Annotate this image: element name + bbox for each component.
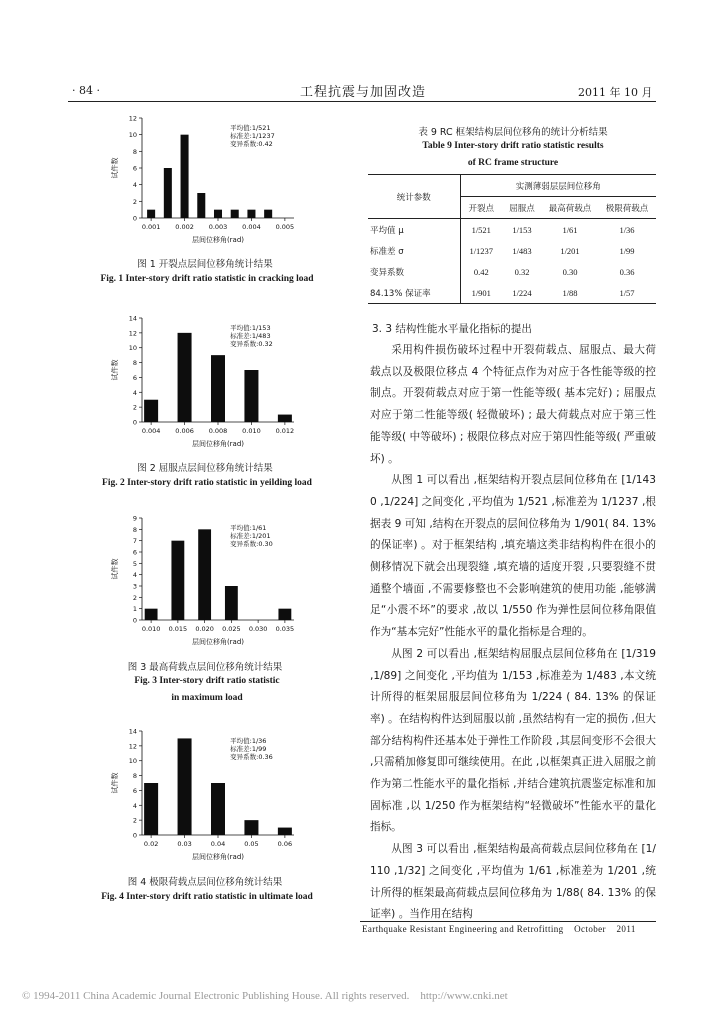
y-tick-label: 4 <box>132 388 137 397</box>
stats-annotation: 平均值:1/36 <box>230 737 267 745</box>
bar <box>144 783 158 835</box>
figure-1-svg <box>108 112 308 248</box>
x-tick-label: 0.025 <box>222 625 241 633</box>
x-tick-label: 0.020 <box>195 625 214 633</box>
table-cell: 1/153 <box>512 224 532 235</box>
table-row-label: 标准差 σ <box>368 240 460 261</box>
footer-rule <box>360 921 656 922</box>
x-tick-label: 0.001 <box>141 223 161 231</box>
table-9-caption-en-line2: of RC frame structure <box>467 158 559 168</box>
y-tick-label: 7 <box>132 537 137 546</box>
y-tick-label: 6 <box>132 548 137 557</box>
table-cell: 1/201 <box>560 245 580 256</box>
bar <box>145 609 158 620</box>
x-tick-label: 0.002 <box>175 223 194 231</box>
bar <box>197 193 205 218</box>
copyright-notice: © 1994-2011 China Academic Journal Electronic Publishing House. All rights reserved. http://www.cnki.net <box>22 990 508 1002</box>
table-row <box>368 240 656 261</box>
page-number: · 84 · <box>72 84 100 97</box>
table-cell: 0.32 <box>514 266 530 277</box>
y-tick-label: 0 <box>132 418 137 427</box>
figure-2-chart <box>108 312 308 452</box>
y-tick-label: 2 <box>132 403 137 412</box>
bar <box>244 820 258 835</box>
y-tick-label: 12 <box>128 329 137 338</box>
bar <box>231 210 239 218</box>
bar <box>244 370 258 422</box>
table-row-label: 84.13% 保证率 <box>368 282 460 304</box>
x-tick-label: 0.05 <box>244 840 259 848</box>
x-tick-label: 0.008 <box>208 427 228 435</box>
header-rule <box>68 101 656 102</box>
table-cell: 1/61 <box>562 224 578 235</box>
bar <box>144 400 158 422</box>
y-tick-label: 14 <box>128 727 137 736</box>
stats-annotation: 平均值:1/521 <box>230 124 271 132</box>
bar <box>164 168 172 218</box>
journal-title: 工程抗震与加固改造 <box>300 85 427 100</box>
stats-annotation: 标准差:1/201 <box>230 532 271 540</box>
y-tick-label: 5 <box>132 559 137 568</box>
table-row-label: 平均值 μ <box>368 219 460 241</box>
bar <box>178 738 192 835</box>
x-tick-label: 0.004 <box>242 223 261 231</box>
table-cell: 1/57 <box>619 287 635 298</box>
x-tick-label: 0.010 <box>242 427 261 435</box>
stats-annotation: 变异系数:0.32 <box>230 340 273 348</box>
bar <box>264 210 272 218</box>
stats-annotation: 平均值:1/61 <box>230 524 267 532</box>
x-axis-label: 层间位移角(rad) <box>191 638 245 646</box>
y-tick-label: 10 <box>128 344 137 353</box>
table-9-col-header: 屈服点 <box>502 197 542 219</box>
table-cell: 0.42 <box>473 266 489 277</box>
bar <box>198 529 211 620</box>
figure-2-caption-en: Fig. 2 Inter-story drift ratio statistic in yeilding load <box>102 478 312 488</box>
paragraph: 从图 3 可以看出 ,框架结构最高荷载点层间位移角在 [1/110 ,1/32] 之间变化 ,平均值为 1/61 ,标准差为 1/201 ,统计所得的框架最高荷载点层间位移角为 1/88( 84. 13% 的保证率) 。当作用在结构 <box>370 843 656 921</box>
table-9-col-header: 最高荷载点 <box>542 197 598 219</box>
issue-date: 2011 年 10 月 <box>578 86 653 99</box>
figure-4-caption-en: Fig. 4 Inter-story drift ratio statistic in ultimate load <box>101 892 313 902</box>
table-9-group-header: 实测薄弱层层间位移角 <box>460 175 656 197</box>
x-tick-label: 0.012 <box>275 427 295 435</box>
stats-annotation: 平均值:1/153 <box>230 324 271 332</box>
x-tick-label: 0.010 <box>141 625 161 633</box>
section-body <box>370 340 656 926</box>
y-tick-label: 2 <box>132 816 137 825</box>
table-cell: 0.36 <box>619 266 635 277</box>
x-tick-label: 0.06 <box>277 840 293 848</box>
table-cell: 1/483 <box>512 245 532 256</box>
y-tick-label: 8 <box>132 359 137 368</box>
table-9-stub-header: 统计参数 <box>368 175 460 219</box>
y-tick-label: 4 <box>132 571 137 580</box>
figure-3-chart <box>108 512 308 650</box>
table-row <box>368 219 656 241</box>
y-tick-label: 14 <box>128 314 137 323</box>
y-tick-label: 8 <box>132 525 137 534</box>
bar <box>211 783 225 835</box>
figure-3-caption-en-line2: in maximum load <box>171 693 243 703</box>
figure-4-chart <box>108 725 308 865</box>
y-tick-label: 2 <box>132 197 137 206</box>
figure-4-svg <box>108 725 308 865</box>
x-axis-label: 层间位移角(rad) <box>191 236 245 244</box>
table-row-label: 变异系数 <box>368 261 460 282</box>
y-tick-label: 1 <box>132 605 137 614</box>
figure-3-caption-en: Fig. 3 Inter-story drift ratio statistic <box>134 676 280 686</box>
table-cell: 1/1237 <box>469 245 494 256</box>
y-tick-label: 10 <box>128 131 137 140</box>
bar <box>247 210 255 218</box>
y-tick-label: 10 <box>128 757 137 766</box>
bar <box>278 828 292 835</box>
bar <box>181 135 189 218</box>
table-9-col-header: 极限荷载点 <box>598 197 656 219</box>
bar <box>178 333 192 422</box>
figure-4-caption-cn: 图 4 极限荷载点层间位移角统计结果 <box>127 877 283 888</box>
x-tick-label: 0.02 <box>143 840 159 848</box>
table-9-caption-en: Table 9 Inter-story drift ratio statistic results <box>422 141 604 151</box>
x-tick-label: 0.03 <box>177 840 192 848</box>
figure-1-caption-en: Fig. 1 Inter-story drift ratio statistic in cracking load <box>100 274 314 284</box>
y-tick-label: 4 <box>132 181 137 190</box>
y-tick-label: 3 <box>132 582 137 591</box>
stats-annotation: 变异系数:0.36 <box>230 753 273 761</box>
table-cell: 1/36 <box>619 224 635 235</box>
y-tick-label: 9 <box>132 514 137 523</box>
y-axis-label: 试件数 <box>111 772 119 794</box>
x-tick-label: 0.015 <box>168 625 188 633</box>
x-tick-label: 0.004 <box>141 427 161 435</box>
stats-annotation: 变异系数:0.30 <box>230 540 273 548</box>
stats-annotation: 标准差:1/483 <box>230 332 271 340</box>
table-9-caption-cn: 表 9 RC 框架结构层间位移角的统计分析结果 <box>418 127 608 138</box>
stats-annotation: 标准差:1/1237 <box>230 132 275 140</box>
section-heading: 3. 3 结构性能水平量化指标的提出 <box>372 323 532 335</box>
table-row <box>368 261 656 282</box>
x-tick-label: 0.003 <box>208 223 228 231</box>
table-cell: 1/224 <box>512 287 532 298</box>
x-tick-label: 0.030 <box>248 625 268 633</box>
paragraph: 从图 2 可以看出 ,框架结构屈服点层间位移角在 [1/319 ,1/89] 之间变化 ,平均值为 1/153 ,标准差为 1/483 ,本文统计所得的框架屈服层间位移角为 1/224 ( 84. 13% 的保证率) 。在结构构件达到屈服以前 ,虽然结构有一定的损伤 ,但大部分结构构件还基本处于弹性工作阶段 ,其层间变形不会很大 ,只需稍加修复即可继续使用。在此 ,以框架真正进入屈服之前作为第二性能水平的量化指标 ,并结合建筑抗震鉴定标准和加固标准 ,以 1/250 作为框架结构“轻微破坏”性能水平的量化指标。 <box>370 647 656 834</box>
bar <box>147 210 155 218</box>
y-tick-label: 8 <box>132 772 137 781</box>
table-cell: 1/521 <box>471 224 491 235</box>
bar <box>171 541 184 620</box>
y-tick-label: 0 <box>132 214 137 223</box>
y-axis-label: 试件数 <box>111 558 119 580</box>
y-tick-label: 2 <box>132 593 137 602</box>
figure-1-caption-cn: 图 1 开裂点层间位移角统计结果 <box>137 259 273 270</box>
x-tick-label: 0.035 <box>275 625 295 633</box>
y-tick-label: 0 <box>132 831 137 840</box>
y-tick-label: 8 <box>132 147 137 156</box>
paragraph: 采用构件损伤破坏过程中开裂荷载点、屈服点、最大荷载点以及极限位移点 4 个特征点作为对应于各性能等级的控制点。开裂荷载点对应于第一性能等级( 基本完好) ; 屈服点对应于第二性能等级( 轻微破坏) ; 最大荷载点对应于第三性能等级( 中等破坏) ; 极限位移点对应于第四性能等级( 严重破坏) 。 <box>370 344 656 465</box>
table-cell: 1/901 <box>471 287 491 298</box>
x-axis-label: 层间位移角(rad) <box>191 853 245 861</box>
footer-journal: Earthquake Resistant Engineering and Retrofitting October 2011 <box>362 924 636 934</box>
y-tick-label: 0 <box>132 616 137 625</box>
figure-3-svg <box>108 512 308 650</box>
y-tick-label: 6 <box>132 373 137 382</box>
bar <box>214 210 222 218</box>
x-tick-label: 0.006 <box>175 427 194 435</box>
y-tick-label: 12 <box>128 742 137 751</box>
bar <box>211 355 225 422</box>
y-tick-label: 6 <box>132 164 137 173</box>
figure-3-caption-cn: 图 3 最高荷载点层间位移角统计结果 <box>127 662 283 673</box>
y-axis-label: 试件数 <box>111 157 119 179</box>
y-tick-label: 4 <box>132 801 137 810</box>
table-9 <box>368 174 656 304</box>
table-cell: 0.30 <box>562 266 578 277</box>
y-axis-label: 试件数 <box>111 359 119 381</box>
stats-annotation: 变异系数:0.42 <box>230 140 273 148</box>
figure-2-svg <box>108 312 308 452</box>
figure-2-caption-cn: 图 2 屈服点层间位移角统计结果 <box>137 463 273 474</box>
bar <box>225 586 238 620</box>
table-row <box>368 282 656 304</box>
x-axis-label: 层间位移角(rad) <box>191 440 245 448</box>
y-tick-label: 6 <box>132 786 137 795</box>
bar <box>278 415 292 422</box>
x-tick-label: 0.005 <box>275 223 295 231</box>
table-9-grid <box>368 174 656 304</box>
stats-annotation: 标准差:1/99 <box>230 745 267 753</box>
table-cell: 1/88 <box>562 287 578 298</box>
bar <box>278 609 291 620</box>
y-tick-label: 12 <box>128 114 137 123</box>
table-cell: 1/99 <box>619 245 635 256</box>
paragraph: 从图 1 可以看出 ,框架结构开裂点层间位移角在 [1/1430 ,1/224] 之间变化 ,平均值为 1/521 ,标准差为 1/1237 ,根据表 9 可知 ,结构在开裂点的层间位移角为 1/901( 84. 13% 的保证率) 。对于框架结构 ,填充墙这类非结构构件在很小的侧移情况下就会出现裂缝 ,填充墙的适度开裂 ,只要裂缝不贯通整个墙面 ,不需要修整也不会影响建筑的使用功能 ,能够满足“小震不坏”的要求 ,故以 1/550 作为弹性层间位移角限值作为“基本完好”性能水平的量化指标是合理的。 <box>370 474 656 639</box>
table-9-col-header: 开裂点 <box>460 197 502 219</box>
x-tick-label: 0.04 <box>210 840 226 848</box>
figure-1-chart <box>108 112 308 248</box>
